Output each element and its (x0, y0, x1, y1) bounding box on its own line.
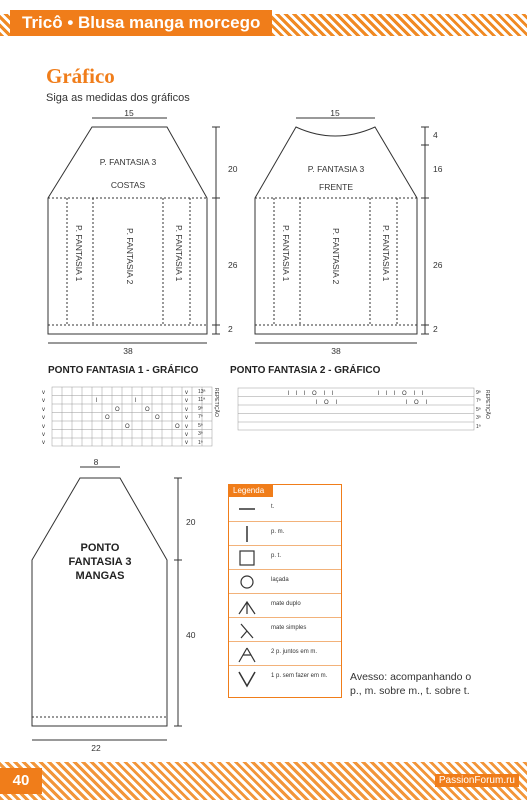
chart1-row-label: 7ª (198, 414, 203, 420)
sleeve-schematic (0, 455, 230, 760)
sleeve-top-measure: 8 (93, 457, 99, 467)
legend-label: p. t. (271, 553, 282, 559)
front-bottom-measure: 38 (331, 346, 341, 356)
slip-stitch-icon (233, 668, 261, 688)
svg-text:O: O (155, 415, 160, 421)
svg-text:O: O (324, 400, 329, 406)
front-label-top: P. FANTASIA 3 (307, 164, 365, 174)
svg-text:O: O (414, 400, 419, 406)
svg-text:v: v (185, 440, 188, 446)
back-col-right: P. FANTASIA 1 (174, 225, 184, 282)
front-col-left: P. FANTASIA 1 (281, 225, 291, 282)
chart2-grid (228, 382, 508, 442)
knit-stitch-icon (233, 499, 261, 519)
back-m2: 26 (228, 260, 238, 270)
svg-text:v: v (42, 407, 45, 413)
front-label-center: FRENTE (319, 182, 353, 192)
legend-row (229, 521, 341, 546)
svg-text:v: v (185, 390, 188, 396)
svg-text:l: l (324, 391, 326, 397)
yarn-over-icon (233, 572, 261, 592)
page-header (0, 0, 527, 36)
back-col-mid: P. FANTASIA 2 (125, 228, 135, 285)
legend-row (229, 593, 341, 618)
legend-title: Legenda (229, 485, 273, 497)
sleeve-outline (32, 478, 167, 726)
svg-text:v: v (42, 424, 45, 430)
svg-text:O: O (175, 424, 180, 430)
legend-row (229, 617, 341, 642)
back-bottom-measure: 38 (123, 346, 133, 356)
purl-stitch-icon (233, 524, 261, 544)
svg-text:l: l (96, 398, 98, 404)
sleeve-bottom-measure: 22 (91, 743, 101, 753)
front-col-mid: P. FANTASIA 2 (331, 228, 341, 285)
legend-label: mate duplo (271, 601, 301, 607)
chart1-row-label: 9ª (198, 406, 203, 412)
svg-text:v: v (42, 415, 45, 421)
site-watermark: PassionForum.ru (435, 774, 519, 787)
legend-row (229, 641, 341, 666)
legend-row (229, 545, 341, 570)
legend-row (229, 665, 341, 690)
svg-text:v: v (42, 440, 45, 446)
back-label-center: COSTAS (110, 180, 146, 190)
svg-text:v: v (42, 398, 45, 404)
svg-text:l: l (378, 391, 380, 397)
svg-text:v: v (42, 432, 45, 438)
front-m3: 2 (433, 324, 438, 334)
double-decrease-icon (233, 596, 261, 616)
svg-text:l: l (332, 391, 334, 397)
svg-text:v: v (185, 415, 188, 421)
svg-text:l: l (135, 398, 137, 404)
svg-text:v: v (185, 407, 188, 413)
chart1-row-label: 11ª (198, 397, 206, 403)
back-m3: 2 (228, 324, 233, 334)
back-top-measure: 15 (124, 108, 134, 118)
front-m0: 4 (433, 130, 438, 140)
legend-row (229, 569, 341, 594)
svg-text:O: O (145, 407, 150, 413)
front-m2: 26 (433, 260, 443, 270)
svg-text:l: l (406, 400, 408, 406)
svg-text:l: l (426, 400, 428, 406)
svg-text:l: l (336, 400, 338, 406)
svg-text:v: v (185, 398, 188, 404)
svg-text:l: l (386, 391, 388, 397)
back-label-top: P. FANTASIA 3 (99, 157, 157, 167)
svg-text:l: l (394, 391, 396, 397)
chart2-title: PONTO FANTASIA 2 - GRÁFICO (230, 365, 381, 376)
svg-text:l: l (414, 391, 416, 397)
sleeve-label-3: MANGAS (75, 570, 125, 582)
sleeve-label-1: PONTO (80, 542, 120, 554)
back-col-left: P. FANTASIA 1 (74, 225, 84, 282)
sleeve-m2: 40 (186, 630, 196, 640)
chart2-row-label: 9ª (476, 390, 481, 396)
svg-text:v: v (42, 390, 45, 396)
svg-text:l: l (422, 391, 424, 397)
sleeve-m1: 20 (186, 517, 196, 527)
note-text: Avesso: acompanhando o p., m. sobre m., t. sobre t. (350, 671, 472, 697)
chart2-row-label: 7ª (476, 398, 481, 404)
svg-text:O: O (402, 391, 407, 397)
svg-text:O: O (115, 407, 120, 413)
section-title: Gráfico (46, 64, 115, 88)
front-m1: 16 (433, 164, 443, 174)
chart1-grid (40, 382, 220, 452)
chart1-row-label: 13ª (198, 389, 206, 395)
single-decrease-icon (233, 620, 261, 640)
legend-label: 2 p. juntos em m. (271, 649, 318, 655)
svg-text:v: v (185, 424, 188, 430)
section-subtitle: Siga as medidas dos gráficos (46, 92, 190, 104)
header-title: Tricô • Blusa manga morcego (10, 10, 272, 36)
legend-label: laçada (271, 577, 289, 583)
front-top-measure: 15 (330, 108, 340, 118)
svg-text:l: l (296, 391, 298, 397)
svg-text:v: v (185, 432, 188, 438)
chart2-rep: REPETIÇÃO (484, 390, 490, 419)
sleeve-label-2: FANTASIA 3 (68, 556, 132, 568)
chart1-rep: REPETIÇÃO (213, 388, 219, 417)
front-col-right: P. FANTASIA 1 (381, 225, 391, 282)
svg-text:O: O (125, 424, 130, 430)
back-m1: 20 (228, 164, 238, 174)
k2tog-icon (233, 644, 261, 664)
svg-text:l: l (288, 391, 290, 397)
chart2-row-label: 1ª (476, 424, 481, 430)
legend-row (229, 497, 341, 521)
svg-text:l: l (316, 400, 318, 406)
legend-label: t. (271, 504, 275, 510)
body-schematics (0, 100, 527, 360)
chart1-row-label: 3ª (198, 431, 203, 437)
legend-label: p. m. (271, 529, 285, 535)
svg-text:O: O (312, 391, 317, 397)
chart1-row-label: 5ª (198, 423, 203, 429)
chart1-row-label: 1ª (198, 440, 203, 446)
legend-label: mate simples (271, 625, 307, 631)
page-number: 40 (0, 768, 42, 794)
square-stitch-icon (233, 548, 261, 568)
legend-label: 1 p. sem fazer em m. (271, 673, 328, 679)
chart2-row-label: 3ª (476, 415, 481, 421)
svg-text:O: O (105, 415, 110, 421)
svg-text:l: l (304, 391, 306, 397)
chart1-title: PONTO FANTASIA 1 - GRÁFICO (48, 365, 199, 376)
chart2-row-label: 5ª (476, 407, 481, 413)
legend-box (228, 484, 342, 698)
